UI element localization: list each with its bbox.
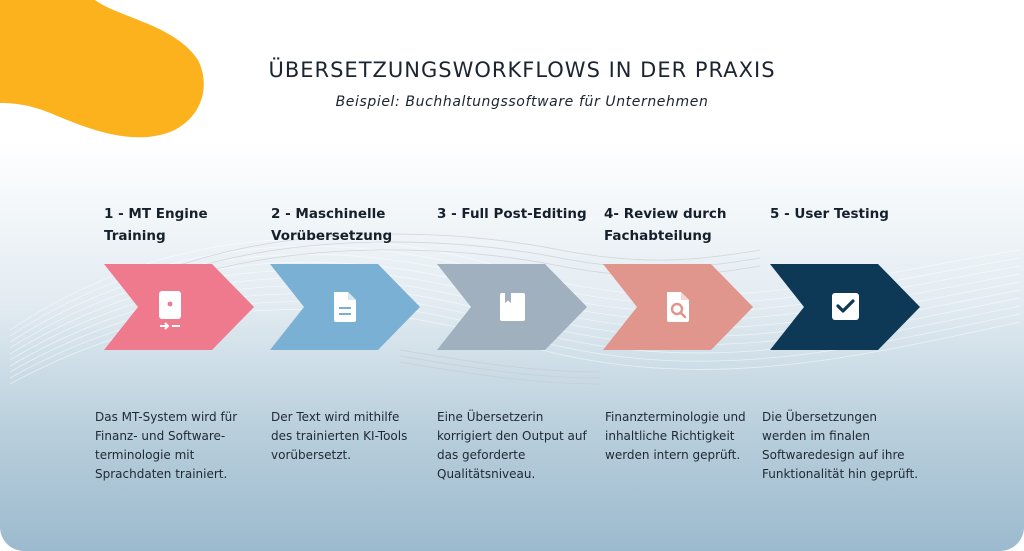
step-3-description: Eine Übersetzerin korrigiert den Output auf das geforderte Qualitätsniveau.: [437, 410, 587, 481]
step-1-title: [104, 203, 264, 247]
step-2-title-line1: 2 - Maschinelle: [271, 206, 386, 222]
step-4-title-line2: Fachabteilung: [604, 228, 712, 244]
step-3-title-line1: 3 - Full Post-Editing: [437, 206, 587, 222]
book-icon: [500, 293, 525, 321]
step-5-title-line1: 5 - User Testing: [770, 206, 889, 222]
step-2-title-line2: Vorübersetzung: [271, 228, 393, 244]
step-3-title: [437, 203, 597, 225]
step-4-description: Finanzterminologie und inhaltliche Richtigkeit werden intern geprüft.: [605, 410, 746, 462]
checkmark-icon: [832, 293, 859, 320]
step-2-title: [271, 203, 431, 247]
step-3-chevron: [437, 264, 587, 350]
step-1-title-line2: Training: [104, 228, 166, 244]
page-title: ÜBERSETZUNGSWORKFLOWS IN DER PRAXIS: [268, 58, 776, 82]
step-5-description: Die Übersetzungen werden im finalen Softwaredesign auf ihre Funktionalität hin geprüft.: [762, 410, 919, 481]
step-4-chevron: [603, 264, 753, 350]
step-5-chevron: [770, 264, 920, 350]
step-4-title-line1: 4- Review durch: [604, 206, 727, 222]
step-1-description: Das MT-System wird für Finanz- und Software- terminologie mit Sprachdaten trainiert.: [95, 410, 238, 481]
step-4-title: [604, 203, 764, 247]
page-subtitle: Beispiel: Buchhaltungssoftware für Unternehmen: [335, 94, 709, 110]
step-2-chevron: [270, 264, 420, 350]
step-1-chevron: [104, 264, 254, 350]
step-2-description: Der Text wird mithilfe des trainierten KI-Tools vorübersetzt.: [271, 410, 408, 462]
step-5-title: [770, 203, 930, 225]
step-1-title-line1: 1 - MT Engine: [104, 206, 208, 222]
